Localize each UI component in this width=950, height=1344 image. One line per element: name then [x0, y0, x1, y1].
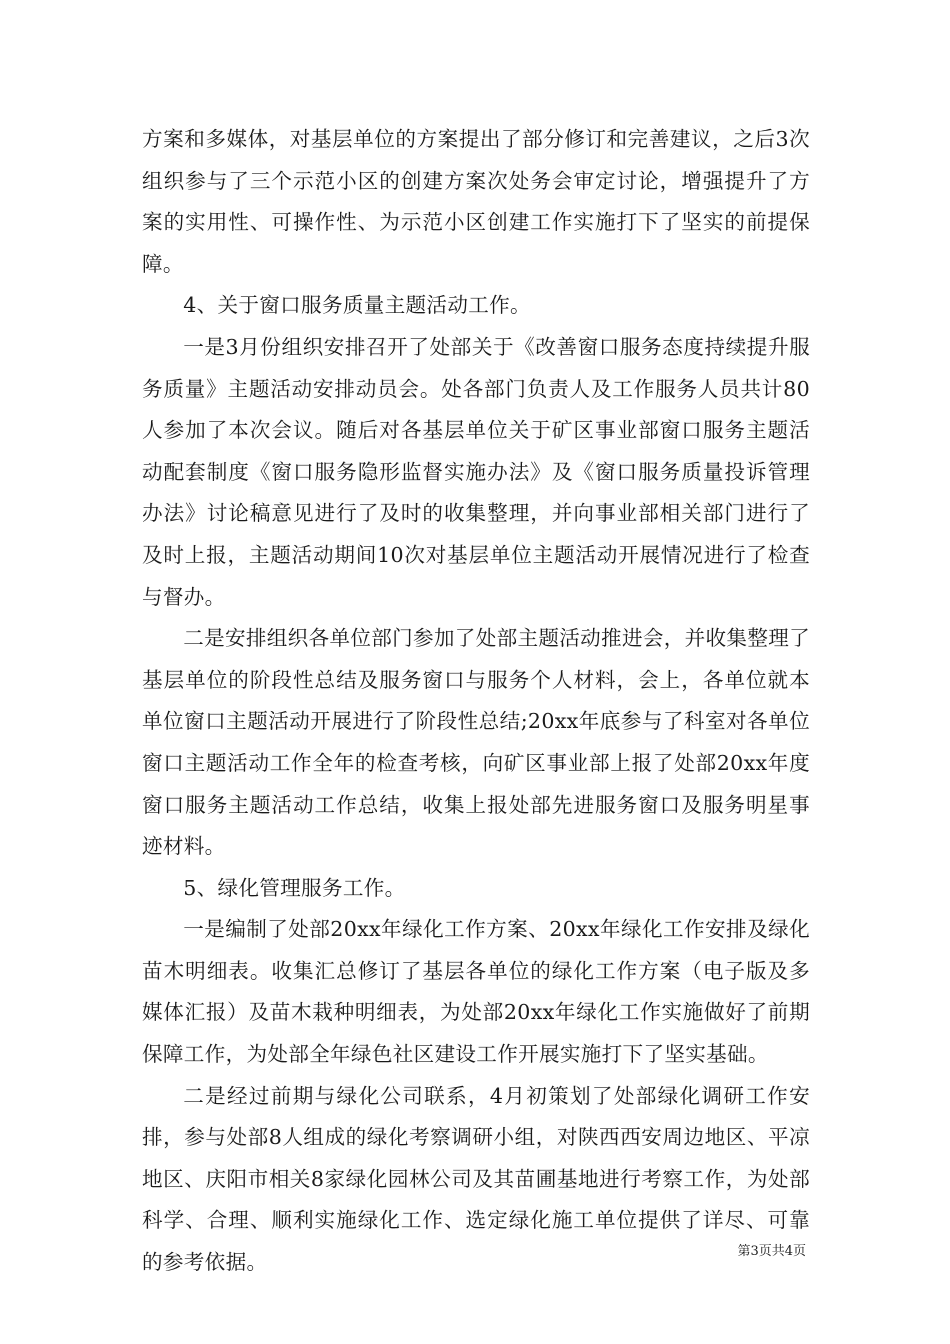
document-body	[142, 119, 810, 1284]
paragraph: 方案和多媒体，对基层单位的方案提出了部分修订和完善建议，之后3次组织参与了三个示范小区的创建方案次处务会审定讨论，增强提升了方案的实用性、可操作性、为示范小区创建工作实施打下了坚实的前提保障。	[142, 127, 810, 276]
paragraph: 二是安排组织各单位部门参加了处部主题活动推进会，并收集整理了基层单位的阶段性总结及服务窗口与服务个人材料，会上，各单位就本单位窗口主题活动开展进行了阶段性总结;20xx年底参与了科室对各单位窗口主题活动工作全年的检查考核，向矿区事业部上报了处部20xx年度窗口服务主题活动工作总结，收集上报处部先进服务窗口及服务明星事迹材料。	[142, 626, 810, 859]
page-number-footer: 第3页共4页	[737, 1244, 806, 1259]
paragraph: 一是3月份组织安排召开了处部关于《改善窗口服务态度持续提升服务质量》主题活动安排动员会。处各部门负责人及工作服务人员共计80人参加了本次会议。随后对各基层单位关于矿区事业部窗口服务主题活动配套制度《窗口服务隐形监督实施办法》及《窗口服务质量投诉管理办法》讨论稿意见进行了及时的收集整理，并向事业部相关部门进行了及时上报，主题活动期间10次对基层单位主题活动开展情况进行了检查与督办。	[142, 334, 810, 609]
paragraph: 一是编制了处部20xx年绿化工作方案、20xx年绿化工作安排及绿化苗木明细表。收集汇总修订了基层各单位的绿化工作方案（电子版及多媒体汇报）及苗木栽种明细表，为处部20xx年绿化工作实施做好了前期保障工作，为处部全年绿色社区建设工作开展实施打下了坚实基础。	[142, 917, 810, 1067]
section-heading-4: 4、关于窗口服务质量主题活动工作。	[183, 293, 531, 318]
section-heading-5: 5、绿化管理服务工作。	[183, 875, 406, 900]
paragraph: 二是经过前期与绿化公司联系，4月初策划了处部绿化调研工作安排，参与处部8人组成的绿化考察调研小组，对陕西西安周边地区、平凉地区、庆阳市相关8家绿化园林公司及其苗圃基地进行考察工作，为处部科学、合理、顺利实施绿化工作、选定绿化施工单位提供了详尽、可靠的参考依据。	[142, 1083, 810, 1275]
